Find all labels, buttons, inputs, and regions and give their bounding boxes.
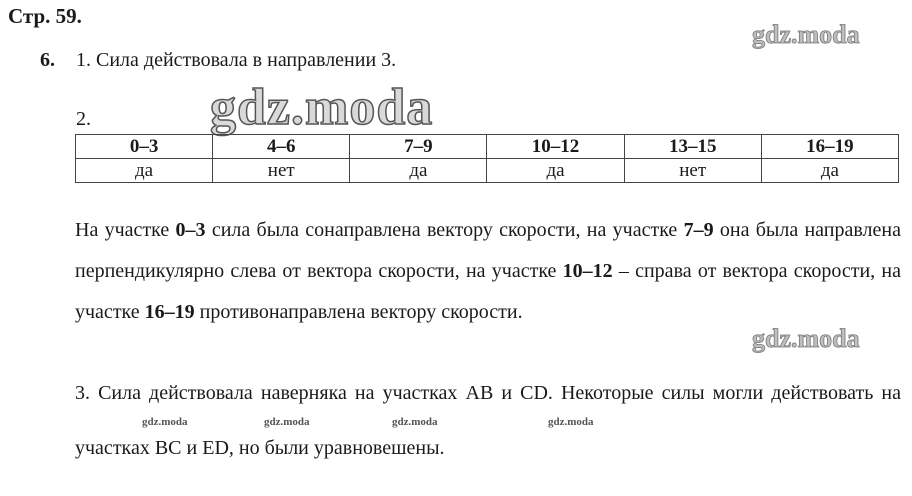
table-cell: да (761, 159, 898, 183)
watermark-large: gdz.moda (210, 79, 434, 136)
task-number: 6. (40, 49, 55, 71)
text-run: она была направлена перпендикулярно слева от вектора скорости, на участке (75, 219, 901, 282)
watermark-top-right: gdz.moda (752, 20, 860, 49)
table-header-cell: 7–9 (350, 135, 487, 159)
table-row (76, 159, 899, 183)
interval-bold: 10–12 (562, 260, 613, 282)
watermark-mid-right: gdz.moda (752, 324, 860, 353)
watermark-small: gdz.moda (264, 416, 310, 428)
page-label: Стр. 59. (8, 4, 82, 28)
text-run: – справа от вектора скорости, на участке (75, 260, 901, 323)
table-header-cell: 16–19 (761, 135, 898, 159)
interval-bold: 16–19 (144, 301, 195, 323)
table-cell: да (350, 159, 487, 183)
table-header-cell: 10–12 (487, 135, 624, 159)
text-run: противонаправлена вектору скорости. (194, 301, 523, 323)
table-cell: да (76, 159, 213, 183)
watermark-small: gdz.moda (142, 416, 188, 428)
paragraph-explanation (75, 210, 901, 333)
watermark-small: gdz.moda (548, 416, 594, 428)
interval-bold: 7–9 (683, 219, 714, 241)
text-run: сила была сонаправлена вектору скорости, на участке (205, 219, 684, 241)
interval-bold: 0–3 (175, 219, 206, 241)
answer-item-1: 1. Сила действовала в направлении 3. (76, 49, 397, 71)
table-cell: нет (213, 159, 350, 183)
table-header-cell: 4–6 (213, 135, 350, 159)
table-cell: да (487, 159, 624, 183)
direction-table (75, 134, 899, 183)
watermark-small: gdz.moda (392, 416, 438, 428)
text-run: На участке (75, 219, 176, 241)
table-header-cell: 0–3 (76, 135, 213, 159)
table-header-row (76, 135, 899, 159)
table-header-cell: 13–15 (624, 135, 761, 159)
answer-item-3: 3. Сила действовала наверняка на участках AB и CD. Некоторые силы могли действовать на участках BC и ED, но были уравновешены. (75, 382, 901, 459)
answer-item-2-label: 2. (76, 108, 91, 130)
table-cell: нет (624, 159, 761, 183)
